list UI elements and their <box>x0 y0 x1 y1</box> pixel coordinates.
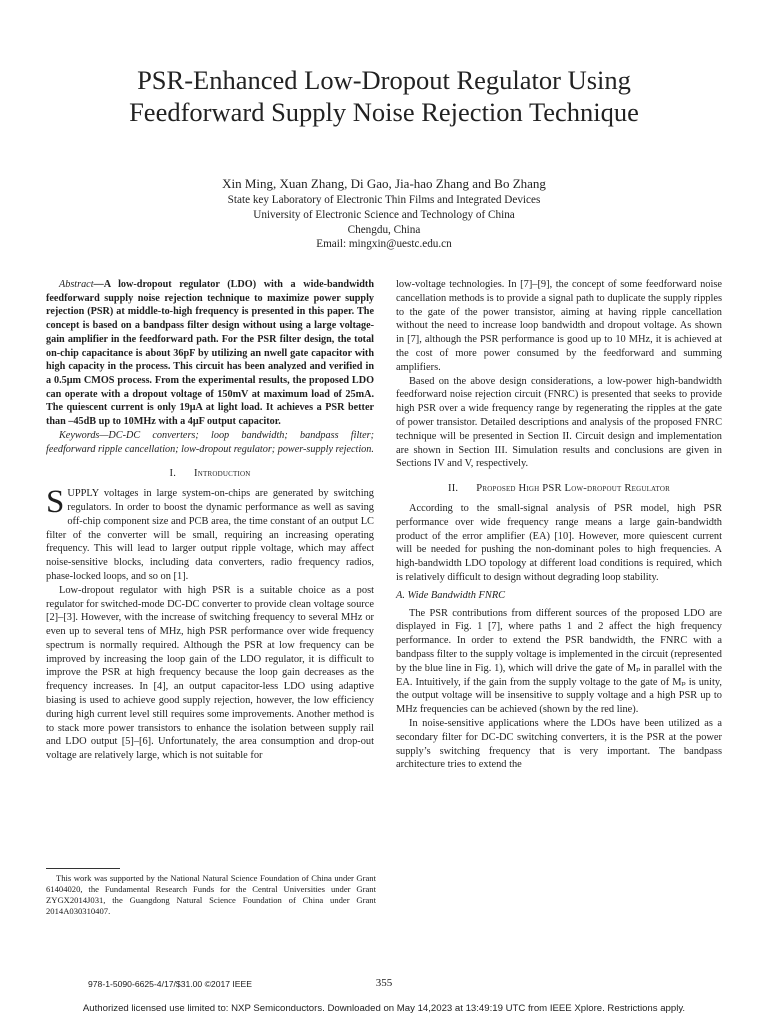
intro-paragraph-3: low-voltage technologies. In [7]–[9], the concept of some feedforward noise cancellation methods is to provide a signal path to duplicate the supply ripples to the gate of the power transistor, aiming at having ripple cancellation without the need to increase loop bandwidth and dropout voltage. As shown in [7], although the PSR performance is good up to 10 MHz, it is achieved at the cost of more power consumed by the feedforward and summing amplifiers. <box>396 279 722 373</box>
section-heading-introduction <box>46 467 374 481</box>
section-title: Proposed High PSR Low-dropout Regulator <box>476 483 671 495</box>
affiliation-lab: State key Laboratory of Electronic Thin Films and Integrated Devices <box>227 194 541 206</box>
left-column <box>46 278 374 763</box>
intro-paragraph-4: Based on the above design considerations, a low-power high-bandwidth feedforward noise rejection circuit (FNRC) is presented that seeks to provide high PSR over a wide frequency range by regenerating the ripples at the gate of power transistor. Detailed descriptions and analysis of the proposed FNRC technique will be presented in Section II. Circuit design and implementation are shown in Section III. Simulation results and conclusions are given in Sections IV and V, respectively. <box>396 375 722 470</box>
keywords <box>46 429 374 457</box>
intro-paragraph-1: SUPPLY voltages in large system-on-chips are generated by switching regulators. In order to boost the dynamic performance as well as saving off-chip component size and PCB area, the time constant of an output LC filter of the converter will be small, requiring an increasing operating frequency. This will lead to larger output ripple voltage, which may affect noise-sensitive blocks, including data converters, radio frequency radios, phase-locked loops, and so on [1]. <box>46 484 374 582</box>
author-list: Xin Ming, Xuan Zhang, Di Gao, Jia-hao Zhang and Bo Zhang <box>222 176 546 191</box>
section-title: Introduction <box>194 468 251 480</box>
affiliation-block <box>0 193 768 252</box>
drop-cap: S <box>46 484 65 521</box>
page-number: 355 <box>375 977 393 989</box>
section2-paragraph-1: According to the small-signal analysis of PSR model, high PSR performance over wide frequency range means a large gain-bandwidth product of the error amplifier (EA) [10]. However, more quiescent current will be needed for pushing the non-dominant poles to high frequencies. A high-bandwidth LDO topology at different load conditions is required, which is relatively difficult to design without degrading loop stability. <box>396 502 722 583</box>
subsection-a-paragraph-1: The PSR contributions from different sources of the proposed LDO are displayed in Fig. 1 [7], where paths 1 and 2 affect the high frequency performance. In order to extend the PSR bandwidth, the FNRC with a bandpass filter to the supply voltage is implemented in the circuit (represented by the blue line in Fig. 1), which will drive the gate of Mₚ in parallel with the EA. Intuitively, if the gain from the supply voltage to the gate of Mₚ is unity, the output voltage will be insensitive to supply voltage and a high PSR up to MHz frequencies can be achieved (shown by the red line). <box>396 607 722 716</box>
section-number: I. <box>169 468 177 480</box>
subsection-heading-a: A. Wide Bandwidth FNRC <box>396 589 506 601</box>
paper-title <box>40 64 728 128</box>
section-number: II. <box>447 483 459 495</box>
abstract-label: Abstract <box>59 279 94 290</box>
funding-footnote: This work was supported by the National Natural Science Foundation of China under Grant 61404020, the Fundamental Research Funds for the Central Universities under Grant ZYGX2014J031, the Guangdong Natural Science Foundation of China under Grant 2014A030310407. <box>46 873 376 916</box>
license-notice: Authorized licensed use limited to: NXP Semiconductors. Downloaded on May 14,2023 at 13:49:19 UTC from IEEE Xplore. Restrictions apply. <box>82 1003 686 1014</box>
section-heading-proposed <box>396 482 722 496</box>
intro-paragraph-2: Low-dropout regulator with high PSR is a suitable choice as a post regulator for switched-mode DC-DC converter to provide clean voltage source [2]–[3]. However, with the increase of switching frequency to several MHz or even up to several tens of MHz, high PSR performance over wide frequency spectrum is normally required. Although the PSR at low frequency can be improved by increasing the loop gain of the LDO regulator, it is difficult to improve the PSR at high frequency because the loop gain decreases as the frequency increases. In [4], an output capacitor-less LDO using adaptive biasing is used to achieve good supply rejection, however, the low efficiency during high current level still requires some improvements. Another method is to stack more power transistors to enhance the isolation between supply rail and LDO output [5]–[6]. Unfortunately, the area consumption and drop-out voltage are relatively large, which is not suitable for <box>46 584 374 762</box>
footnote-divider <box>46 868 120 869</box>
affiliation-email: Email: mingxin@uestc.edu.cn <box>316 238 452 251</box>
title-line-1: PSR-Enhanced Low-Dropout Regulator Using <box>137 65 631 95</box>
isbn-copyright: 978-1-5090-6625-4/17/$31.00 ©2017 IEEE <box>88 979 253 989</box>
affiliation-university: University of Electronic Science and Technology of China <box>253 208 515 221</box>
keywords-label: Keywords <box>59 429 100 441</box>
abstract-text: —A low-dropout regulator (LDO) with a wide-bandwidth feedforward supply noise rejection technique to maximize power supply rejection (PSR) at middle-to-high frequency is presented in this paper. The concept is based on a bandpass filter design without using a large voltage-gain amplifier in the feedforward path. For the PSR filter design, the total on-chip capacitance is about 36pF by utilizing an nwell gate capacitor with high capacity in the process. This circuit has been analyzed and verified in a 0.5μm CMOS process. From the experimental results, the proposed LDO can operate with a dropout voltage of 150mV at maximum load of 25mA. The quiescent current is only 19μA at light load. It achieves a PSR better than –45dB up to 10MHz with a 4μF output capacitor. <box>46 279 374 428</box>
title-line-2: Feedforward Supply Noise Rejection Technique <box>129 97 639 127</box>
affiliation-city: Chengdu, China <box>347 223 421 236</box>
keywords-text: —DC-DC converters; loop bandwidth; bandpass filter; feedforward ripple cancellation; low-dropout regulator; power-supply rejection. <box>46 429 374 455</box>
subsection-a-paragraph-2: In noise-sensitive applications where the LDOs have been utilized as a secondary filter for DC-DC switching converters, it is the PSR at the power supply’s switching frequency that is very important. The bandpass architecture tries to extend the <box>396 717 722 771</box>
abstract <box>46 278 374 429</box>
right-column <box>396 278 722 772</box>
